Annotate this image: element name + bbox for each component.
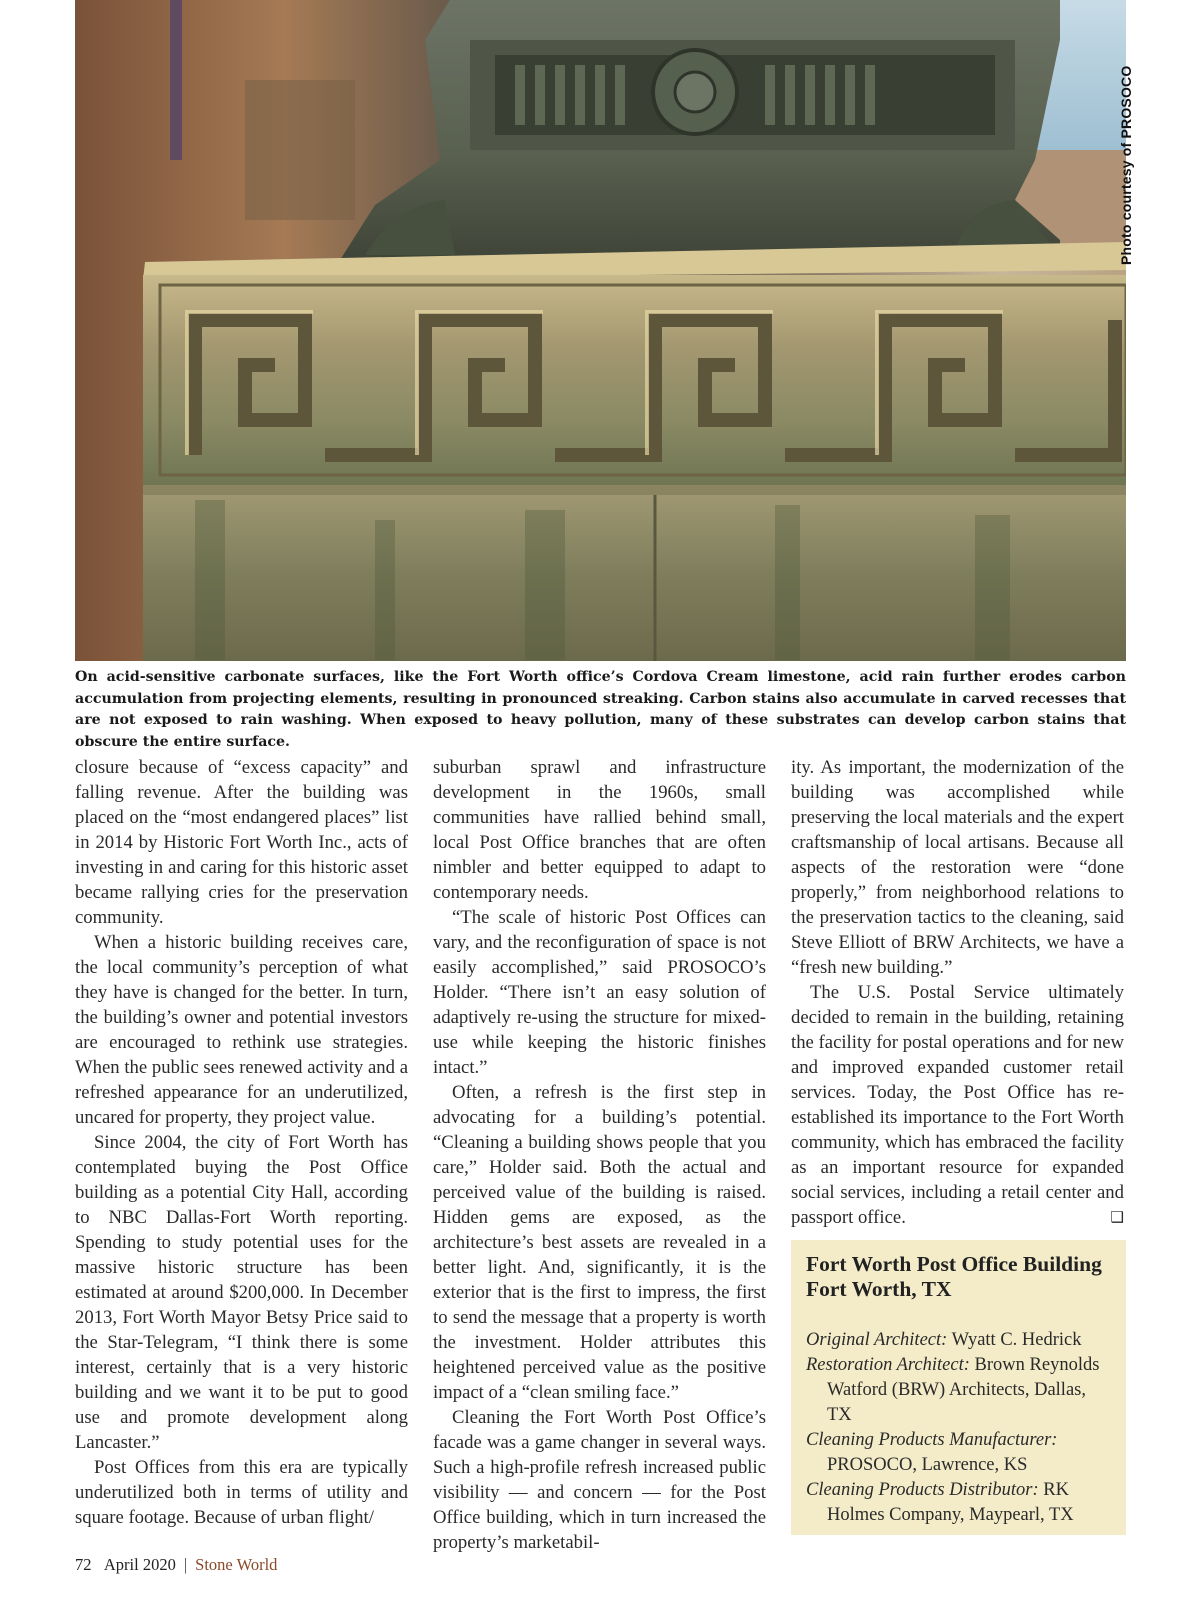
paragraph: Since 2004, the city of Fort Worth has contemplated buying the Post Office building as a potential City Hall, according to NBC Dallas-Fort Worth reporting. Spending to study potential uses for the massive historic structure has been estimated at around $200,000. In December 2013, Fort Worth Mayor Betsy Price said to the Star-Telegram, “I think there is some interest, certainly that is a very historic building and we want it to be put to good use and promote development along Lancaster.” [75, 1132, 408, 1453]
fact-value: RK Holmes Company, Maypearl, TX [827, 1480, 1074, 1525]
paragraph: Post Offices from this era are typically underutilized both in terms of utility and square footage. Because of urban flight/ [75, 1457, 408, 1528]
fact-original-architect [806, 1328, 1110, 1353]
fact-box-title-line2: Fort Worth, TX [806, 1277, 952, 1301]
fact-restoration-architect [806, 1353, 1110, 1428]
fact-value: Wyatt C. Hedrick [947, 1330, 1082, 1350]
fact-box-title [806, 1252, 1110, 1302]
paragraph: “The scale of historic Post Offices can vary, and the reconfiguration of space is not easily accomplished,” said PROSOCO’s Holder. “There isn’t an easy solution of adaptively re-using the structure for mixed-use while keeping the historic finishes intact.” [433, 907, 766, 1078]
photo-caption: On acid-sensitive carbonate surfaces, like the Fort Worth office’s Cordova Cream limestone, acid rain further erodes carbon accumulation from projecting elements, resulting in pronounced streaking. Carbon stains also accumulate in carved recesses that are not exposed to rain washing. When exposed to heavy pollution, many of these substrates can develop carbon stains that obscure the entire surface. [75, 669, 1126, 750]
photo-credit: Photo courtesy of PROSOCO [1118, 65, 1134, 265]
paragraph [791, 980, 1124, 1230]
paragraph: ity. As important, the modernization of the building was accomplished while preserving the local materials and the expert craftsmanship of local artisans. Because all aspects of the restoration were “done properly,” from neighborhood relations to the preservation tactics to the cleaning, said Steve Elliott of BRW Architects, we have a “fresh new building.” [791, 757, 1124, 978]
fact-label: Original Architect: [806, 1330, 948, 1350]
fact-label: Cleaning Products Manufacturer: [806, 1430, 1058, 1450]
fact-box-title-line1: Fort Worth Post Office Building [806, 1252, 1102, 1276]
fact-cleaning-manufacturer [806, 1428, 1110, 1478]
magazine-name: Stone World [195, 1555, 278, 1574]
article-column-1 [75, 755, 408, 1530]
fact-value: Brown Reynolds Watford (BRW) Architects, Dallas, TX [827, 1355, 1100, 1425]
article-column-3 [791, 755, 1124, 1230]
end-mark-icon: ❑ [1110, 1208, 1124, 1226]
paragraph: closure because of “excess capacity” and falling revenue. After the building was placed on the “most endangered places” list in 2014 by Historic Fort Worth Inc., acts of investing in and caring for this historic asset became rallying cries for the preservation community. [75, 757, 408, 928]
fact-label: Restoration Architect: [806, 1355, 970, 1375]
paragraph: Cleaning the Fort Worth Post Office’s facade was a game changer in several ways. Such a high-profile refresh increased public visibility — and concern — for the Post Office building, which in turn increased the property’s marketabil- [433, 1407, 766, 1553]
fact-label: Cleaning Products Distributor: [806, 1480, 1039, 1500]
paragraph-text: The U.S. Postal Service ultimately decided to remain in the building, retaining the facility for postal operations and for new and improved expanded customer retail services. Today, the Post Office has re-established its importance to the Fort Worth community, which has embraced the facility as an important resource for expanded social services, including a retail center and passport office. [791, 982, 1124, 1228]
page-footer [75, 1555, 277, 1575]
page-number: 72 [75, 1555, 92, 1574]
article-column-2 [433, 755, 766, 1555]
fact-cleaning-distributor [806, 1478, 1110, 1528]
paragraph: When a historic building receives care, the local community’s perception of what they have is changed for the better. In turn, the building’s owner and potential investors are encouraged to rethink use strategies. When the public sees renewed activity and a refreshed appearance for an underutilized, uncared for property, they project value. [75, 932, 408, 1128]
footer-separator: | [183, 1555, 188, 1574]
issue-date: April 2020 [103, 1555, 176, 1574]
limestone-greek-key-photo [75, 0, 1126, 661]
project-fact-box [791, 1240, 1126, 1535]
paragraph: suburban sprawl and infrastructure development in the 1960s, small communities have rallied behind small, local Post Office branches that are often nimbler and better equipped to adapt to contemporary needs. [433, 757, 766, 903]
fact-value: PROSOCO, Lawrence, KS [827, 1455, 1028, 1475]
paragraph: Often, a refresh is the first step in advocating for a building’s potential. “Cleaning a building shows people that you care,” Holder said. Both the actual and perceived value of the building is raised. Hidden gems are exposed, as the architecture’s best assets are revealed in a better light. And, significantly, it is the exterior that is the first to impress, the first to send the message that a property is worth the investment. Holder attributes this heightened perceived value as the positive impact of a “clean smiling face.” [433, 1082, 766, 1403]
